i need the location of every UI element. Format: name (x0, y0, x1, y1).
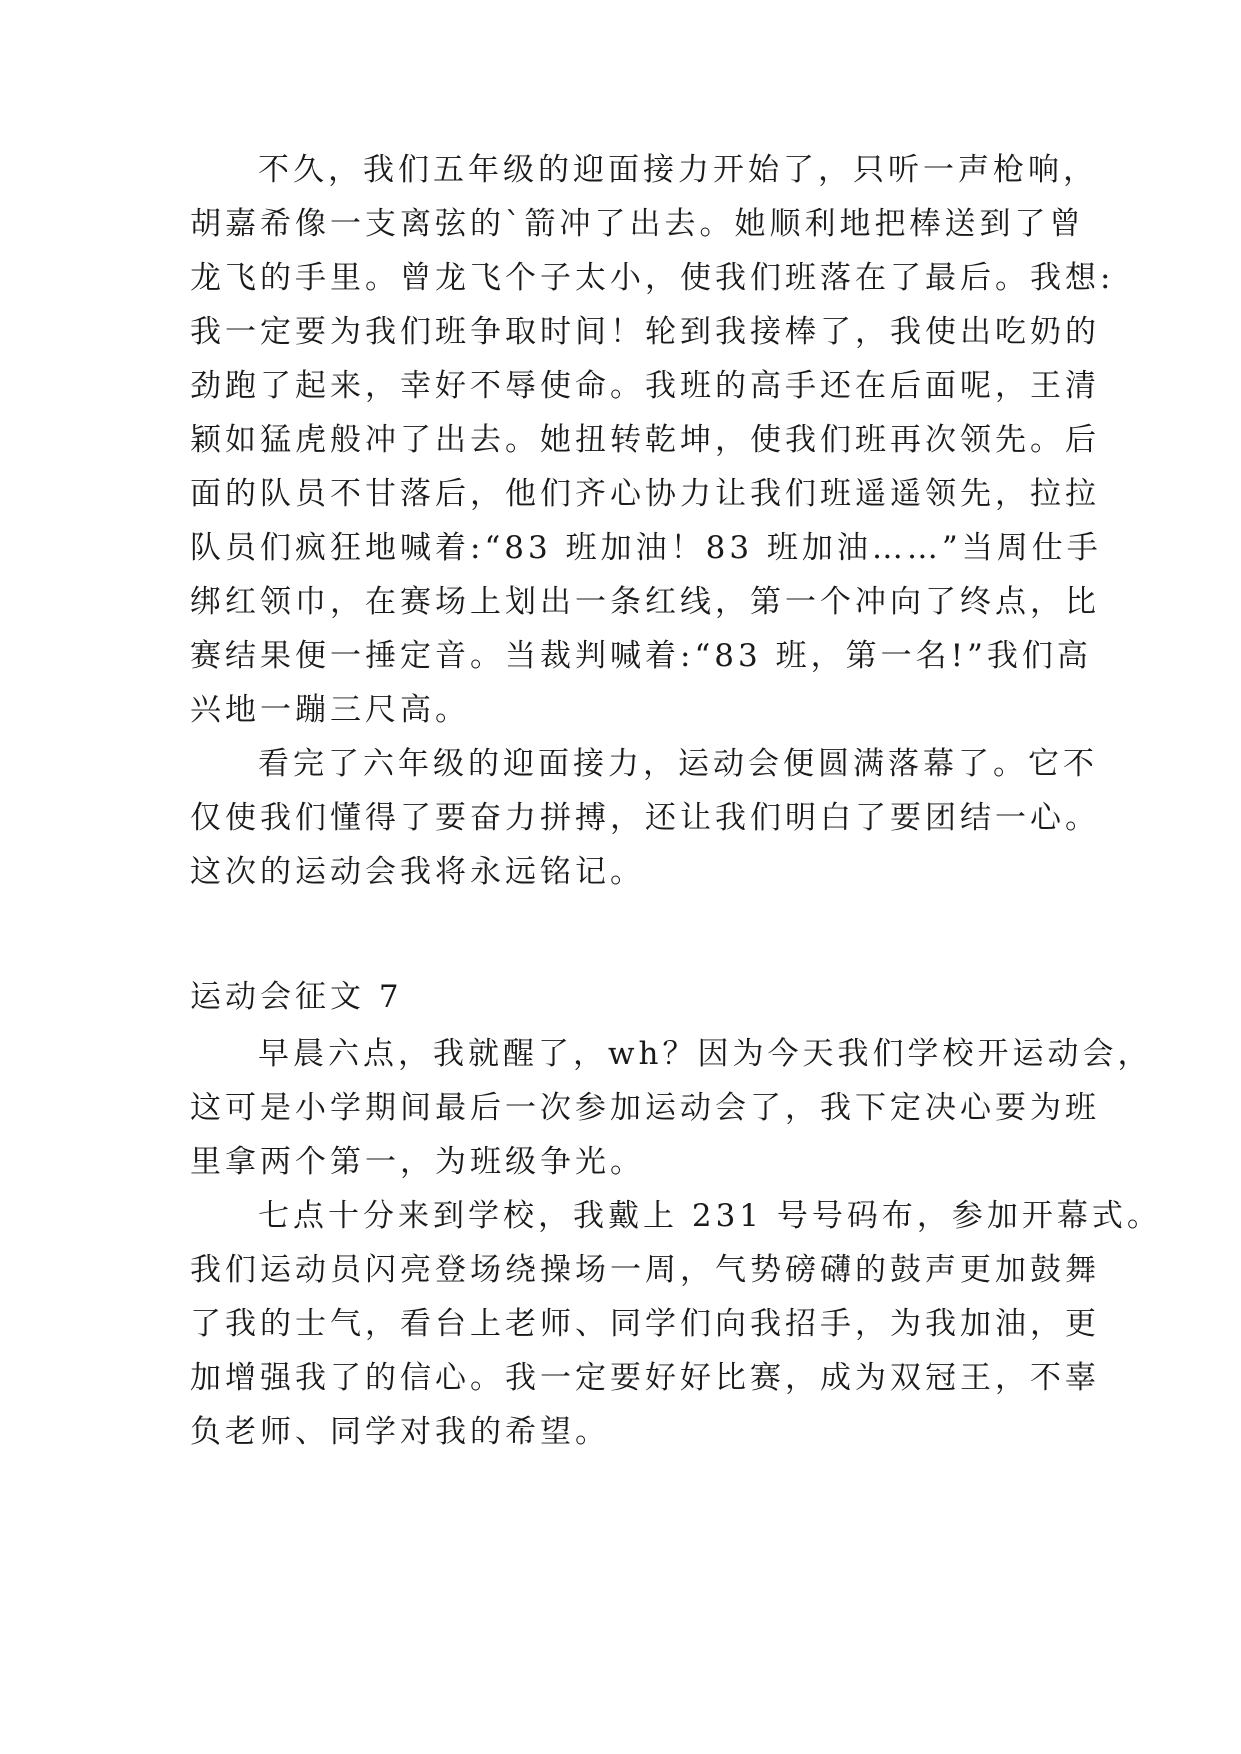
text-line: 负老师、同学对我的希望。 (190, 1414, 610, 1450)
text-line: 劲跑了起来，幸好不辱使命。我班的高手还在后面呢，王清 (190, 368, 1100, 404)
text-line: 面的队员不甘落后，他们齐心协力让我们班遥遥领先，拉拉 (190, 476, 1100, 512)
text-line: 赛结果便一捶定音。当裁判喊着:“83 班，第一名!”我们高 (190, 638, 1092, 674)
text-line: 仅使我们懂得了要奋力拼搏，还让我们明白了要团结一心。 (190, 800, 1100, 836)
text-line: 我们运动员闪亮登场绕操场一周，气势磅礴的鼓声更加鼓舞 (190, 1252, 1100, 1288)
text-line: 里拿两个第一，为班级争光。 (190, 1144, 645, 1180)
text-line: 加增强我了的信心。我一定要好好比赛，成为双冠王，不辜 (190, 1360, 1100, 1396)
text-line: 胡嘉希像一支离弦的`箭冲了出去。她顺利地把棒送到了曾 (190, 206, 1085, 242)
section-heading: 运动会征文 7 (190, 979, 403, 1015)
text-line: 兴地一蹦三尺高。 (190, 692, 470, 728)
text-line: 队员们疯狂地喊着:“83 班加油！83 班加油……”当周仕手 (190, 530, 1102, 566)
text-line: 早晨六点，我就醒了，wh？因为今天我们学校开运动会， (258, 1036, 1153, 1072)
text-line: 这次的运动会我将永远铭记。 (190, 854, 645, 890)
text-line: 这可是小学期间最后一次参加运动会了，我下定决心要为班 (190, 1090, 1100, 1126)
text-line: 我一定要为我们班争取时间！轮到我接棒了，我使出吃奶的 (190, 314, 1100, 350)
text-line: 看完了六年级的迎面接力，运动会便圆满落幕了。它不 (258, 746, 1098, 782)
text-line: 不久，我们五年级的迎面接力开始了，只听一声枪响， (258, 152, 1098, 188)
text-line: 龙飞的手里。曾龙飞个子太小，使我们班落在了最后。我想: (190, 260, 1115, 296)
text-line: 颖如猛虎般冲了出去。她扭转乾坤，使我们班再次领先。后 (190, 422, 1100, 458)
text-line: 七点十分来到学校，我戴上 231 号号码布，参加开幕式。 (258, 1198, 1162, 1234)
text-line: 绑红领巾，在赛场上划出一条红线，第一个冲向了终点，比 (190, 584, 1100, 620)
text-line: 了我的士气，看台上老师、同学们向我招手，为我加油，更 (190, 1306, 1100, 1342)
